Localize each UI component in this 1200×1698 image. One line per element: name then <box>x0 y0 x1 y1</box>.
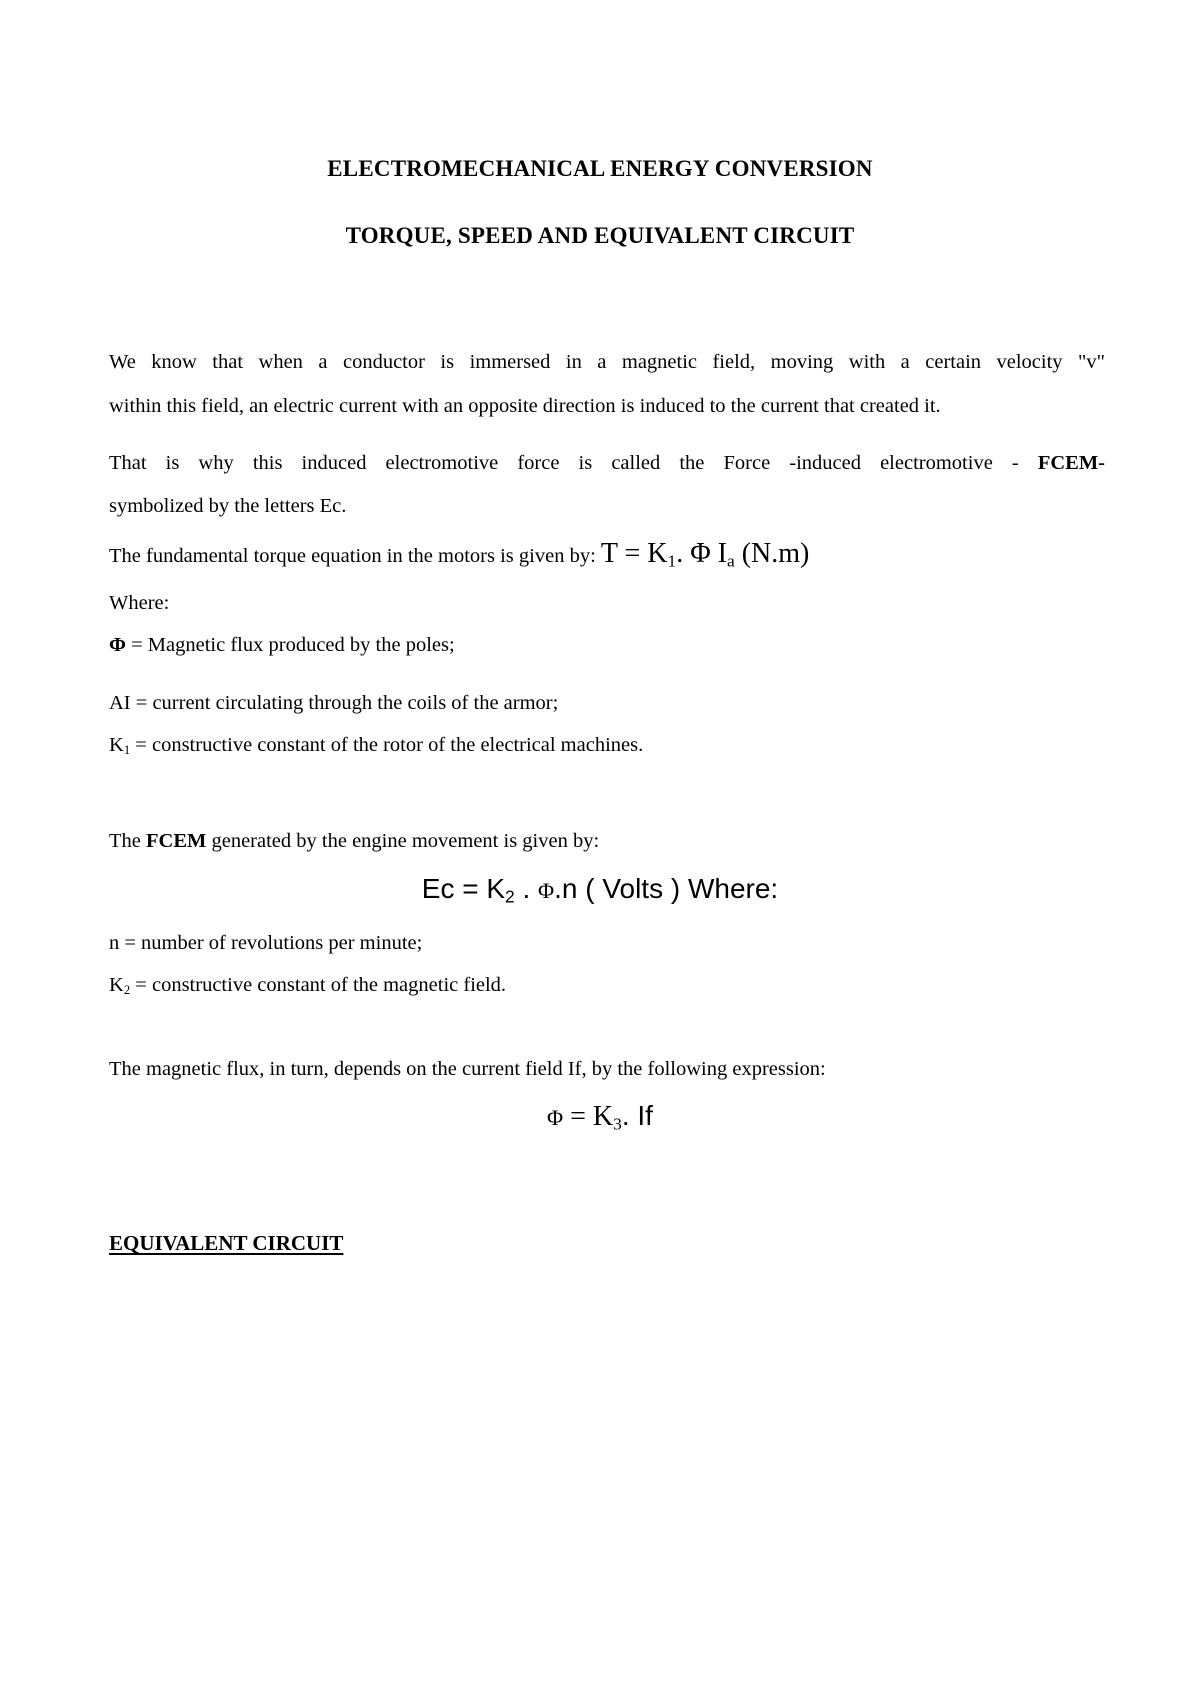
flux-eq-part-a: = K <box>563 1101 614 1132</box>
paragraph-2-line-2: symbolized by the letters Ec. <box>109 495 347 517</box>
ec-eq-part-b: . <box>514 873 539 904</box>
fcem-intro-b: generated by the engine movement is given by: <box>206 830 600 852</box>
where-label-1: Where: <box>109 592 170 614</box>
torque-eq-part-b: . Φ I <box>676 538 727 569</box>
flux-eq-sub-3: 3 <box>613 1114 622 1134</box>
paragraph-1-line-2: within this field, an electric current with an opposite direction is induced to the current that created it. <box>109 395 941 417</box>
definition-k1-text: = constructive constant of the rotor of the electrical machines. <box>130 734 644 756</box>
torque-equation <box>601 538 809 569</box>
ec-eq-phi: Φ <box>538 878 555 903</box>
definition-ai: AI = current circulating through the coils of the armor; <box>109 692 559 714</box>
definition-n: n = number of revolutions per minute; <box>109 932 423 954</box>
torque-eq-unit: (N.m) <box>734 538 810 569</box>
k1-symbol: K <box>109 734 124 756</box>
flux-intro: The magnetic flux, in turn, depends on the current field If, by the following expression: <box>109 1058 826 1080</box>
fcem-term: FCEM- <box>1037 452 1105 474</box>
fcem-intro-a: The <box>109 830 146 852</box>
torque-intro: The fundamental torque equation in the motors is given by: <box>109 545 601 567</box>
fcem-equation <box>0 873 1200 905</box>
ec-eq-part-a: Ec = K <box>421 873 506 904</box>
fcem-bold-term: FCEM <box>146 830 207 852</box>
phi-symbol: Φ <box>109 634 126 656</box>
definition-phi <box>109 634 455 657</box>
paragraph-2-text: That is why this induced electromotive force is called the Force -induced electromotive - <box>109 452 1038 474</box>
definition-phi-text: = Magnetic flux produced by the poles; <box>126 634 455 656</box>
document-title: ELECTROMECHANICAL ENERGY CONVERSION <box>327 156 873 181</box>
flux-eq-part-b: . If <box>621 1100 653 1131</box>
definition-k2-text: = constructive constant of the magnetic field. <box>130 974 507 996</box>
document-subtitle: TORQUE, SPEED AND EQUIVALENT CIRCUIT <box>345 223 855 248</box>
k2-subscript: 2 <box>123 983 131 998</box>
torque-eq-sub-1: 1 <box>667 551 677 571</box>
flux-eq-phi: Φ <box>547 1105 564 1130</box>
fcem-intro <box>109 830 599 853</box>
definition-k2 <box>109 974 506 997</box>
k2-symbol: K <box>109 974 124 996</box>
ec-eq-sub-2: 2 <box>505 886 515 907</box>
flux-equation <box>0 1100 1200 1133</box>
k1-subscript: 1 <box>123 743 131 758</box>
ec-eq-part-c: .n ( Volts ) Where: <box>554 873 779 904</box>
definition-k1 <box>109 734 643 757</box>
paragraph-2-line-1 <box>109 452 1105 475</box>
section-heading-equivalent-circuit: EQUIVALENT CIRCUIT <box>109 1231 344 1255</box>
torque-eq-part-a: T = K <box>600 538 668 569</box>
torque-equation-line <box>109 538 809 570</box>
torque-eq-sub-a: a <box>726 551 735 571</box>
paragraph-1-line-1: We know that when a conductor is immersed in a magnetic field, moving with a certain velocity "v" <box>109 351 1105 373</box>
